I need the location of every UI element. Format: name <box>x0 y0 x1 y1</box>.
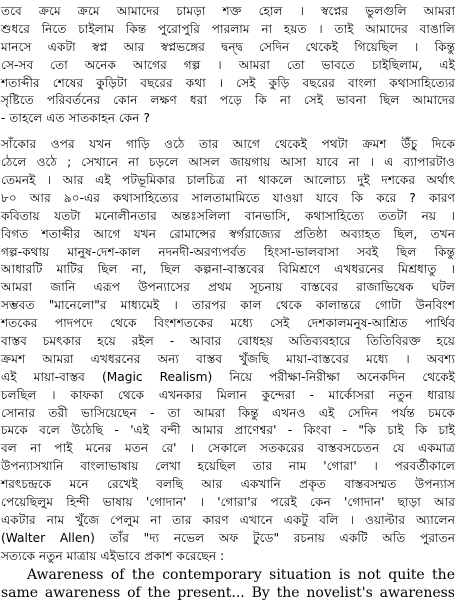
text-line: বল না পাই মনের মতন রে' । সেকালে সতকরের বাস্তবসচেতন যে একমাত্র <box>1 441 455 456</box>
text-line: সত্যকে নতুন মাত্রায় এইভাবে প্রকাশ করেছেন : <box>1 548 225 563</box>
paragraph-2 <box>0 136 456 565</box>
text-line: শুধরে নিতে চাইলাম কিন্ত পুরোপুরি পারলাম না হয়ত । তাই আমাদের বাঙালি <box>1 21 455 36</box>
text-line: ক্রমশ আমরা এখধরনের অন্য বাস্তব খুঁজছি মায়া-বাস্তবের মধ্যে । অবশ্য <box>1 351 455 366</box>
text-line: তেমনই । আর এই পটভূমিকার চালচিত্র না থাকলে আলোচ্য দুই দশকের অর্থাৎ <box>1 173 455 188</box>
text-line: বাস্তব চমৎকার হয়ে রইল - আবার বোধহয় অতিব্যবহারে তিতিবিরক্ত হয়ে <box>1 334 455 349</box>
text-line: তবে ক্রমে ক্রমে আমাদের চামড়া শক্ত হোল । স্বপ্নের ভুলগুলি আমরা <box>1 4 455 18</box>
text-line: শরৎচন্দ্রকে মনে রেখেই বলছি আর একখানি প্রকৃত বাস্তবসম্মত উপন্যাস <box>1 477 455 492</box>
text-line: বিগত শতাব্দীর আগে যখন রোমান্সের স্বর্গরাজ্যের প্রতিষ্ঠা অব্যাহত ছিল, তখন <box>1 226 455 241</box>
text-line: সম্ভবত "মানেলো"র মাধ্যমেই । তারপর কাল থেকে কালান্তরে গোটা উনবিংশ <box>1 298 455 313</box>
text-line: উপন্যাসখানি বাংলাভাষায় লেখা হয়েছিল তার নাম 'গোরা' । পরবর্তীকালে <box>1 459 455 474</box>
text-line: মানসে একটা স্বপ্ন আর স্বপ্নভঙ্গের দ্বন্দ্ব সেদিন থেকেই গিয়েছিল । কিন্তু <box>1 39 455 54</box>
text-line: গল্প-কথায় মানুষ-দেশ-কাল নদনদী-অরণ্যপর্বত হিংসা-ভালবাসা সবই ছিল কিন্তু <box>1 244 455 259</box>
text-line: আমরা জানি এরূপ উপন্যাসের প্রথম সূচনায় বাস্তবের রাজাভিষেক ঘটল <box>1 280 455 295</box>
text-line: সাঁকোর ওপর যখন গাড়ি ওঠে তার আগে থেকেই পথটা ক্রমশ উঁচু দিকে <box>1 137 455 152</box>
text-line: সোনার তরী ভাসিয়েছেন - তা আমরা কিন্তু এখনও এই সেদিন পর্যন্ত চমকে <box>1 405 455 420</box>
text-line: ঠেলে ওঠে ; সেখানে না চড়লে আসল জায়গায় আসা যাবে না । এ ব্যাপারটাও <box>1 155 455 170</box>
text-line: চলছিল । কাফকা থেকে এখনকার মিলান কুন্দেরা - মার্কোসরা নতুন ধারায় <box>1 387 455 402</box>
paragraph-gap <box>0 128 456 136</box>
text-line: পেয়েছিলুম হিন্দী ভাষায় 'গোদান' । 'গোরা'র পরেই কেন 'গোদান' ছাড়া আর <box>1 495 455 510</box>
text-line: শতকের পাদপদে থেকে বিংশশতকের মধ্যে সেই দেশকালমনুষ-আশ্রিত পার্থিব <box>1 316 455 331</box>
quote-line: Awareness of the contemporary situation is not quite the <box>27 566 455 583</box>
text-line: (Walter Allen) তাঁর "দ্য নভেল অফ টুডে" রচনায় একটি অতি পুরাতন <box>1 530 455 545</box>
english-quote <box>0 566 456 602</box>
text-line: কবিতায় যতটা মনোলীনতার অন্তঃসলিলা বানভাসি, কথাসাহিত্যে ততটা নয় । <box>1 208 455 223</box>
text-line: একটার নাম খুঁজে পেলুম না তার কারণ এখানে একটু বলি । ওয়াল্টার অ্যালেন <box>1 512 455 527</box>
text-line: ৮০ আর ৯০-এর কথাসাহিত্যের সালতামামিতে যাওয়া যাবে কি করে ? কারণ <box>1 190 455 205</box>
text-line: এই মায়া-বাস্তব (Magic Realism) নিয়ে পরীক্ষা-নিরীক্ষা অনেকদিন থেকেই <box>1 369 455 384</box>
text-line: সৃষ্টিতে পরিবর্তনের কোন লক্ষণ ধরা পড়ে কি না সেই ভাবনা ছিল আমাদের <box>1 93 455 108</box>
quote-line: same awareness of the present... By the novelist's awareness <box>1 584 455 601</box>
text-line: আধারটি মাটির ছিল না, ছিল কল্পনা-বাস্তবের বিমিশ্রণে এখধরনের মিশ্রধাতু । <box>1 262 455 277</box>
text-line: চমকে বলে উঠেছি - 'এই বন্দী আমার প্রাণেশ্বর' - কিংবা - "কি চাই কি চাই <box>1 423 455 438</box>
text-line: সে-সব তো অনেক আগের গল্প । আমরা তো ভাবতে চাইছিলাম, এই <box>1 57 455 72</box>
paragraph-1 <box>0 0 456 128</box>
text-line: - তাহলে এত সাতকাহন কেন ? <box>1 111 150 126</box>
text-line: শতাব্দীর শেষের কুড়িটা বছরের কথা । সেই কুড়ি বছরের বাংলা কথাসাহিত্যের <box>1 75 455 90</box>
